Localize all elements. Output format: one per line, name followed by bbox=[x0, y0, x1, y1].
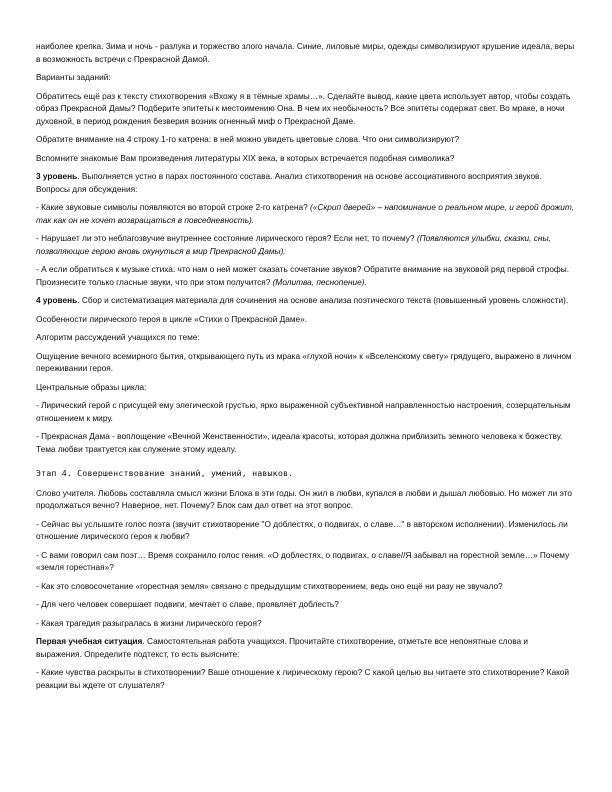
level-3-text: . Выполняется устно в парах постоянного состава. Анализ стихотворения на основе ассоциативного восприятия звуков. Вопросы для обсуждения: bbox=[36, 171, 542, 194]
answer-italic: (Молитва, песнопение). bbox=[272, 276, 367, 287]
paragraph-task-19th-century: Вспомните знакомые Вам произведения литературы XIX века, в которых встречается подобная символика? bbox=[36, 152, 455, 163]
level-4-text: . Сбор и систематизация материала для сочинения на основе анализа поэтического текста (повышенный уровень сложности). bbox=[77, 295, 569, 305]
paragraph-hero-features: Особенности лирического героя в цикле «Стихи о Прекрасной Даме». bbox=[36, 313, 308, 324]
paragraph-first-situation bbox=[36, 635, 576, 660]
paragraph-color-symbolism: наиболее крепка. Зима и ночь - разлука и торжество злого начала. Синие, лиловые миры, одежды символизируют крушение идеала, веры в возможность встречи с Прекрасной Дамой. bbox=[36, 41, 575, 64]
paragraph-lyrical-hero: - Лирический герой с присущей ему элегической грустью, ярко выраженной субъективной направленностью настроения, созерцательным отношением к миру. bbox=[36, 400, 571, 423]
paragraph-phrase-connection: - Как это словосочетание «горестная земля» связано с предыдущим стихотворением, ведь оно ещё ни разу не звучало? bbox=[36, 580, 503, 591]
answer-italic: (Появляются улыбки, сказки, сны, позволяющие герою вновь окунуться в мир Прекрасной Дамы). bbox=[36, 233, 551, 256]
first-situation-label: Первая учебная ситуация bbox=[36, 636, 143, 646]
paragraph-task-variants-label: Варианты заданий: bbox=[36, 72, 111, 82]
paragraph-sorrowful-earth: - С вами говорил сам поэт… Время сохранило голос гения. «О доблестях, о подвигах, о славе//Я забывал на горестной земле…» Почему «земля горестная»? bbox=[36, 549, 570, 572]
paragraph-question-music bbox=[36, 263, 576, 288]
level-3-label: 3 уровень bbox=[36, 171, 78, 181]
paragraph-teacher-word: Слово учителя. Любовь составляла смысл жизни Блока в эти годы. Он жил в любви, купался в любви и дышал любовью. Но может ли это продолжаться вечно? Наверное, нет. Почему? Блок сам дал ответ на этот вопрос. bbox=[36, 487, 572, 510]
paragraph-tragedy: - Какая трагедия разыгралась в жизни лирического героя? bbox=[36, 617, 262, 628]
question-text: - Какие звуковые символы появляются во второй строке 2-го катрена? bbox=[36, 202, 310, 212]
document-page bbox=[36, 40, 576, 697]
paragraph-feats: - Для чего человек совершает подвиги, мечтает о славе, проявляет доблесть? bbox=[36, 599, 339, 609]
answer-italic: («Скрип дверей» – напоминание о реальном мире, и герой дрожит, так как он не хочет возвращаться в повседневность). bbox=[36, 202, 574, 225]
paragraph-central-images: Центральные образы цикла: bbox=[36, 381, 147, 392]
paragraph-level-3 bbox=[36, 170, 576, 195]
paragraph-algorithm: Алгоритм рассуждений учащихся по теме: bbox=[36, 332, 200, 342]
paragraph-question-sound-symbols bbox=[36, 201, 576, 226]
paragraph-task-temples: Обратитесь ещё раз к тексту стихотворения «Вхожу я в тёмные храмы…». Сделайте вывод, какие цвета использует автор, чтобы создать образ Прекрасной Дамы? Подберите эпитеты к местоимению Она. В чем их необычность? Все эпитеты содержат свет. Во мраке, в ночи духовной, в период рождения безверия возник огненный миф о Прекрасной Даме. bbox=[36, 90, 571, 126]
paragraph-beautiful-lady: - Прекрасная Дама - воплощение «Вечной Женственности», идеала красоты, которая должна приблизить земного человека к божеству. Тема любви трактуется как служение этому идеалу. bbox=[36, 431, 563, 454]
paragraph-task-line-four: Обратите внимание на 4 строку 1-го катрена: в ней можно увидеть цветовые слова. Что они символизируют? bbox=[36, 134, 460, 144]
paragraph-question-dissonance bbox=[36, 232, 576, 257]
first-situation-text: . Самостоятельная работа учащихся. Прочитайте стихотворение, отметьте все непонятные слова и выражения. Определите подтекст, то есть выясните: bbox=[36, 636, 529, 659]
section-heading: Этап 4. Совершенствование знаний, умений, навыков. bbox=[36, 468, 294, 478]
question-text: - А если обратиться к музыке стиха: что нам о ней может сказать сочетание звуков? Обратите внимание на звуковой ряд первой строфы. Произнесите только гласные звуки, что при этом получится? bbox=[36, 264, 570, 287]
paragraph-poet-voice: - Сейчас вы услышите голос поэта (звучит стихотворение "О доблестях, о подвигах, о славе…" в авторском исполнении). Изменилось ли отношение лирического героя к любви? bbox=[36, 518, 568, 541]
paragraph-level-4 bbox=[36, 294, 576, 307]
paragraph-eternal-being: Ощущение вечного всемирного бытия, открывающего путь из мрака «глухой ночи» к «Вселенскому свету» грядущего, выражено в личном переживании героя. bbox=[36, 350, 572, 373]
paragraph-feelings-question: - Какие чувства раскрыты в стихотворении? Ваше отношение к лирическому герою? С какой целью вы читаете это стихотворение? Какой реакции вы ждете от слушателя? bbox=[36, 667, 570, 690]
question-text: - Нарушает ли это неблагозвучие внутреннее состояние лирического героя? Если нет, то почему? bbox=[36, 233, 417, 243]
level-4-label: 4 уровень bbox=[36, 295, 78, 305]
